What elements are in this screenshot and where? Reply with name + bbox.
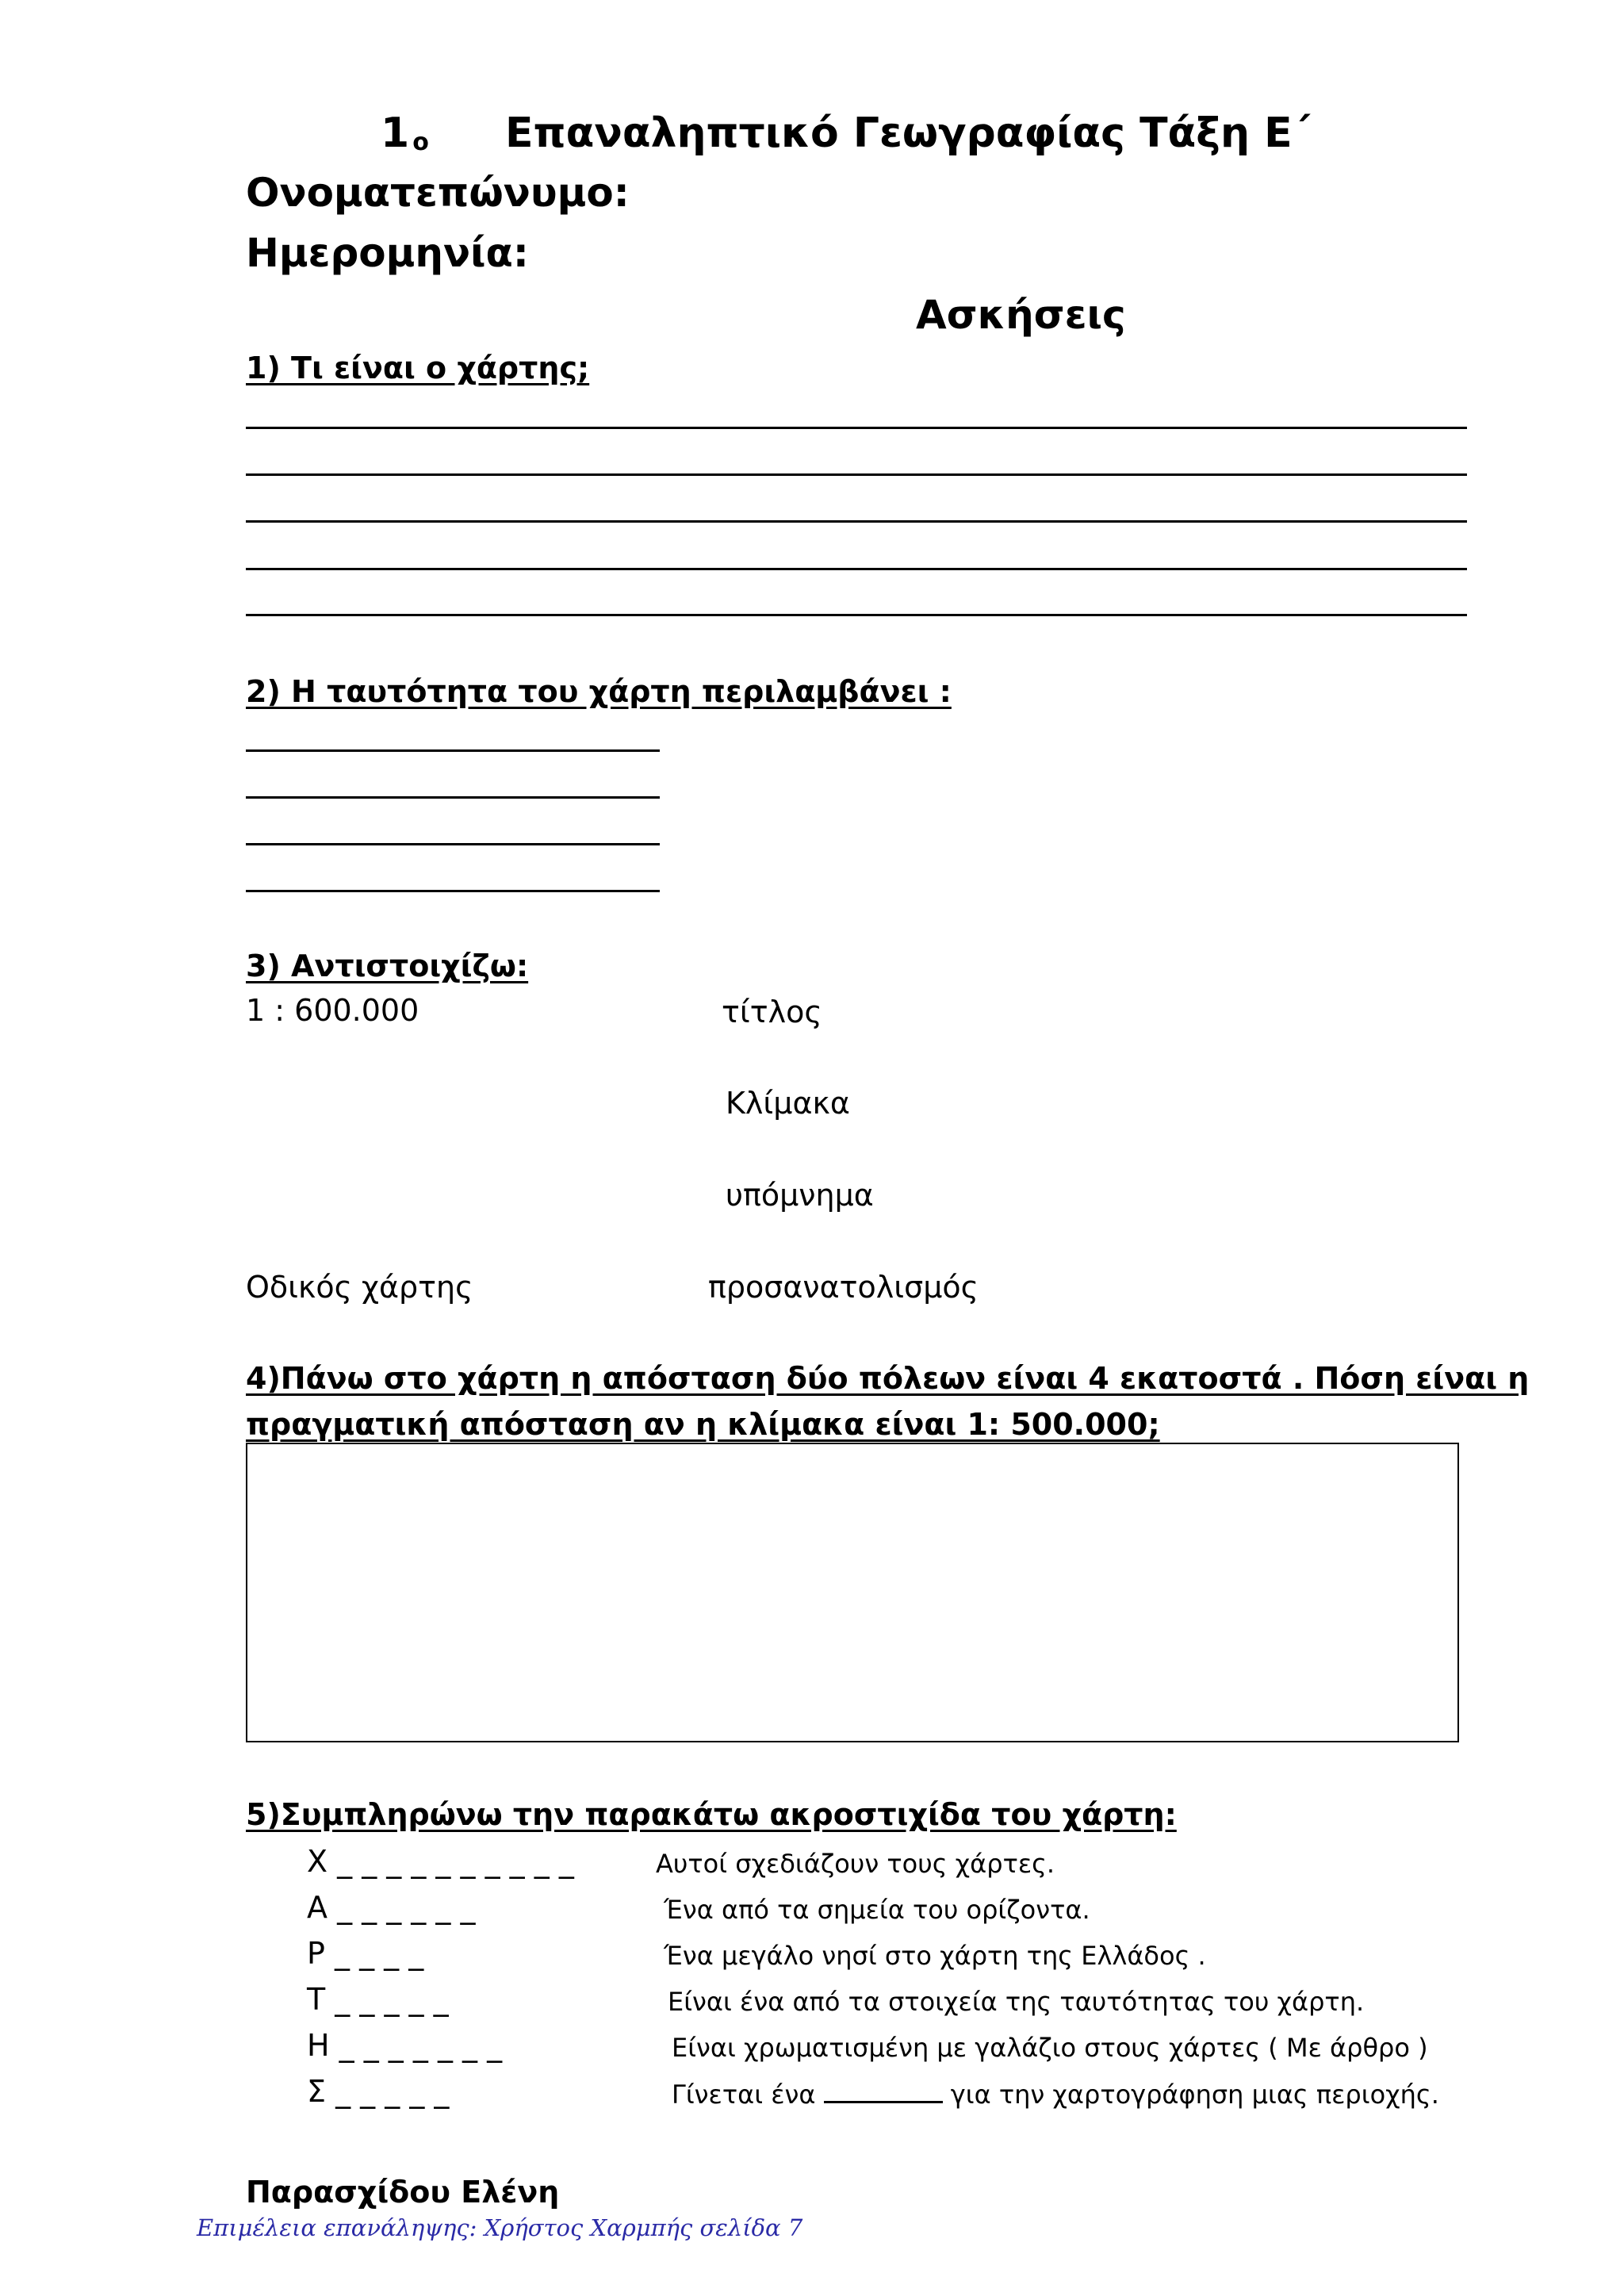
acrostic-clue: Ένα από τα σημεία του ορίζοντα. [664,1895,1090,1925]
answer-line [246,427,1467,429]
answer-line [246,614,1467,616]
footer-note: Επιμέλεια επανάληψης: Χρήστος Χαρμπής σελίδα 7 [197,2214,803,2241]
match-right-item: υπόμνημα [726,1178,874,1213]
match-left-item: 1 : 600.000 [246,993,419,1028]
date-label: Ημερομηνία: [246,230,529,276]
answer-line [246,473,1467,476]
match-right-item: προσανατολισμός [708,1270,979,1305]
answer-line [246,890,660,892]
fill-in-blank [824,2079,943,2103]
answer-box[interactable] [246,1443,1459,1742]
acrostic-clue-part: Γίνεται ένα [672,2079,816,2110]
acrostic-clue-part: για την χαρτογράφηση μιας περιοχής. [950,2079,1439,2110]
acrostic-letter: Σ _ _ _ _ _ [307,2074,450,2109]
author-name: Παρασχίδου Ελένη [246,2175,560,2210]
answer-line [246,568,1467,570]
question-5-label: 5)Συμπληρώνω την παρακάτω ακροστιχίδα του χάρτη: [246,1797,1177,1832]
worksheet-title [381,109,1311,157]
answer-line [246,520,1467,523]
name-label: Ονοματεπώνυμο: [246,170,630,216]
acrostic-clue: Ένα μεγάλο νησί στο χάρτη της Ελλάδος . [664,1941,1206,1971]
acrostic-letter: Τ _ _ _ _ _ [307,1982,449,2017]
question-1-label: 1) Τι είναι ο χάρτης; [246,351,590,385]
section-heading: Ασκήσεις [916,292,1126,338]
question-3-label: 3) Αντιστοιχίζω: [246,949,529,983]
acrostic-clue: Είναι χρωματισμένη με γαλάζιο στους χάρτες ( Με άρθρο ) [672,2033,1428,2063]
question-2-label: 2) Η ταυτότητα του χάρτη περιλαμβάνει : [246,674,952,709]
acrostic-clue: Είναι ένα από τα στοιχεία της ταυτότητας του χάρτη. [668,1987,1365,2017]
title-text: Επαναληπτικό Γεωγραφίας Τάξη Ε΄ [505,109,1311,157]
acrostic-clue [672,2079,1439,2110]
acrostic-letter: Η _ _ _ _ _ _ _ [307,2028,503,2063]
acrostic-letter: Α _ _ _ _ _ _ [307,1890,476,1925]
acrostic-letter: Χ _ _ _ _ _ _ _ _ _ _ [307,1844,574,1879]
answer-line [246,749,660,752]
title-number: 1 [381,109,410,157]
match-right-item: τίτλος [722,995,822,1029]
question-4-line-2: πραγματική απόσταση αν η κλίμακα είναι 1: 500.000; [246,1407,1160,1442]
match-right-item: Κλίμακα [726,1086,850,1121]
match-left-item: Οδικός χάρτης [246,1270,473,1305]
answer-line [246,796,660,799]
title-degree: ο [412,128,429,156]
acrostic-letter: Ρ _ _ _ _ [307,1936,424,1971]
question-4-line-1: 4)Πάνω στο χάρτη η απόσταση δύο πόλεων είναι 4 εκατοστά . Πόση είναι η [246,1361,1530,1396]
answer-line [246,843,660,845]
acrostic-clue: Αυτοί σχεδιάζουν τους χάρτες. [656,1849,1055,1879]
